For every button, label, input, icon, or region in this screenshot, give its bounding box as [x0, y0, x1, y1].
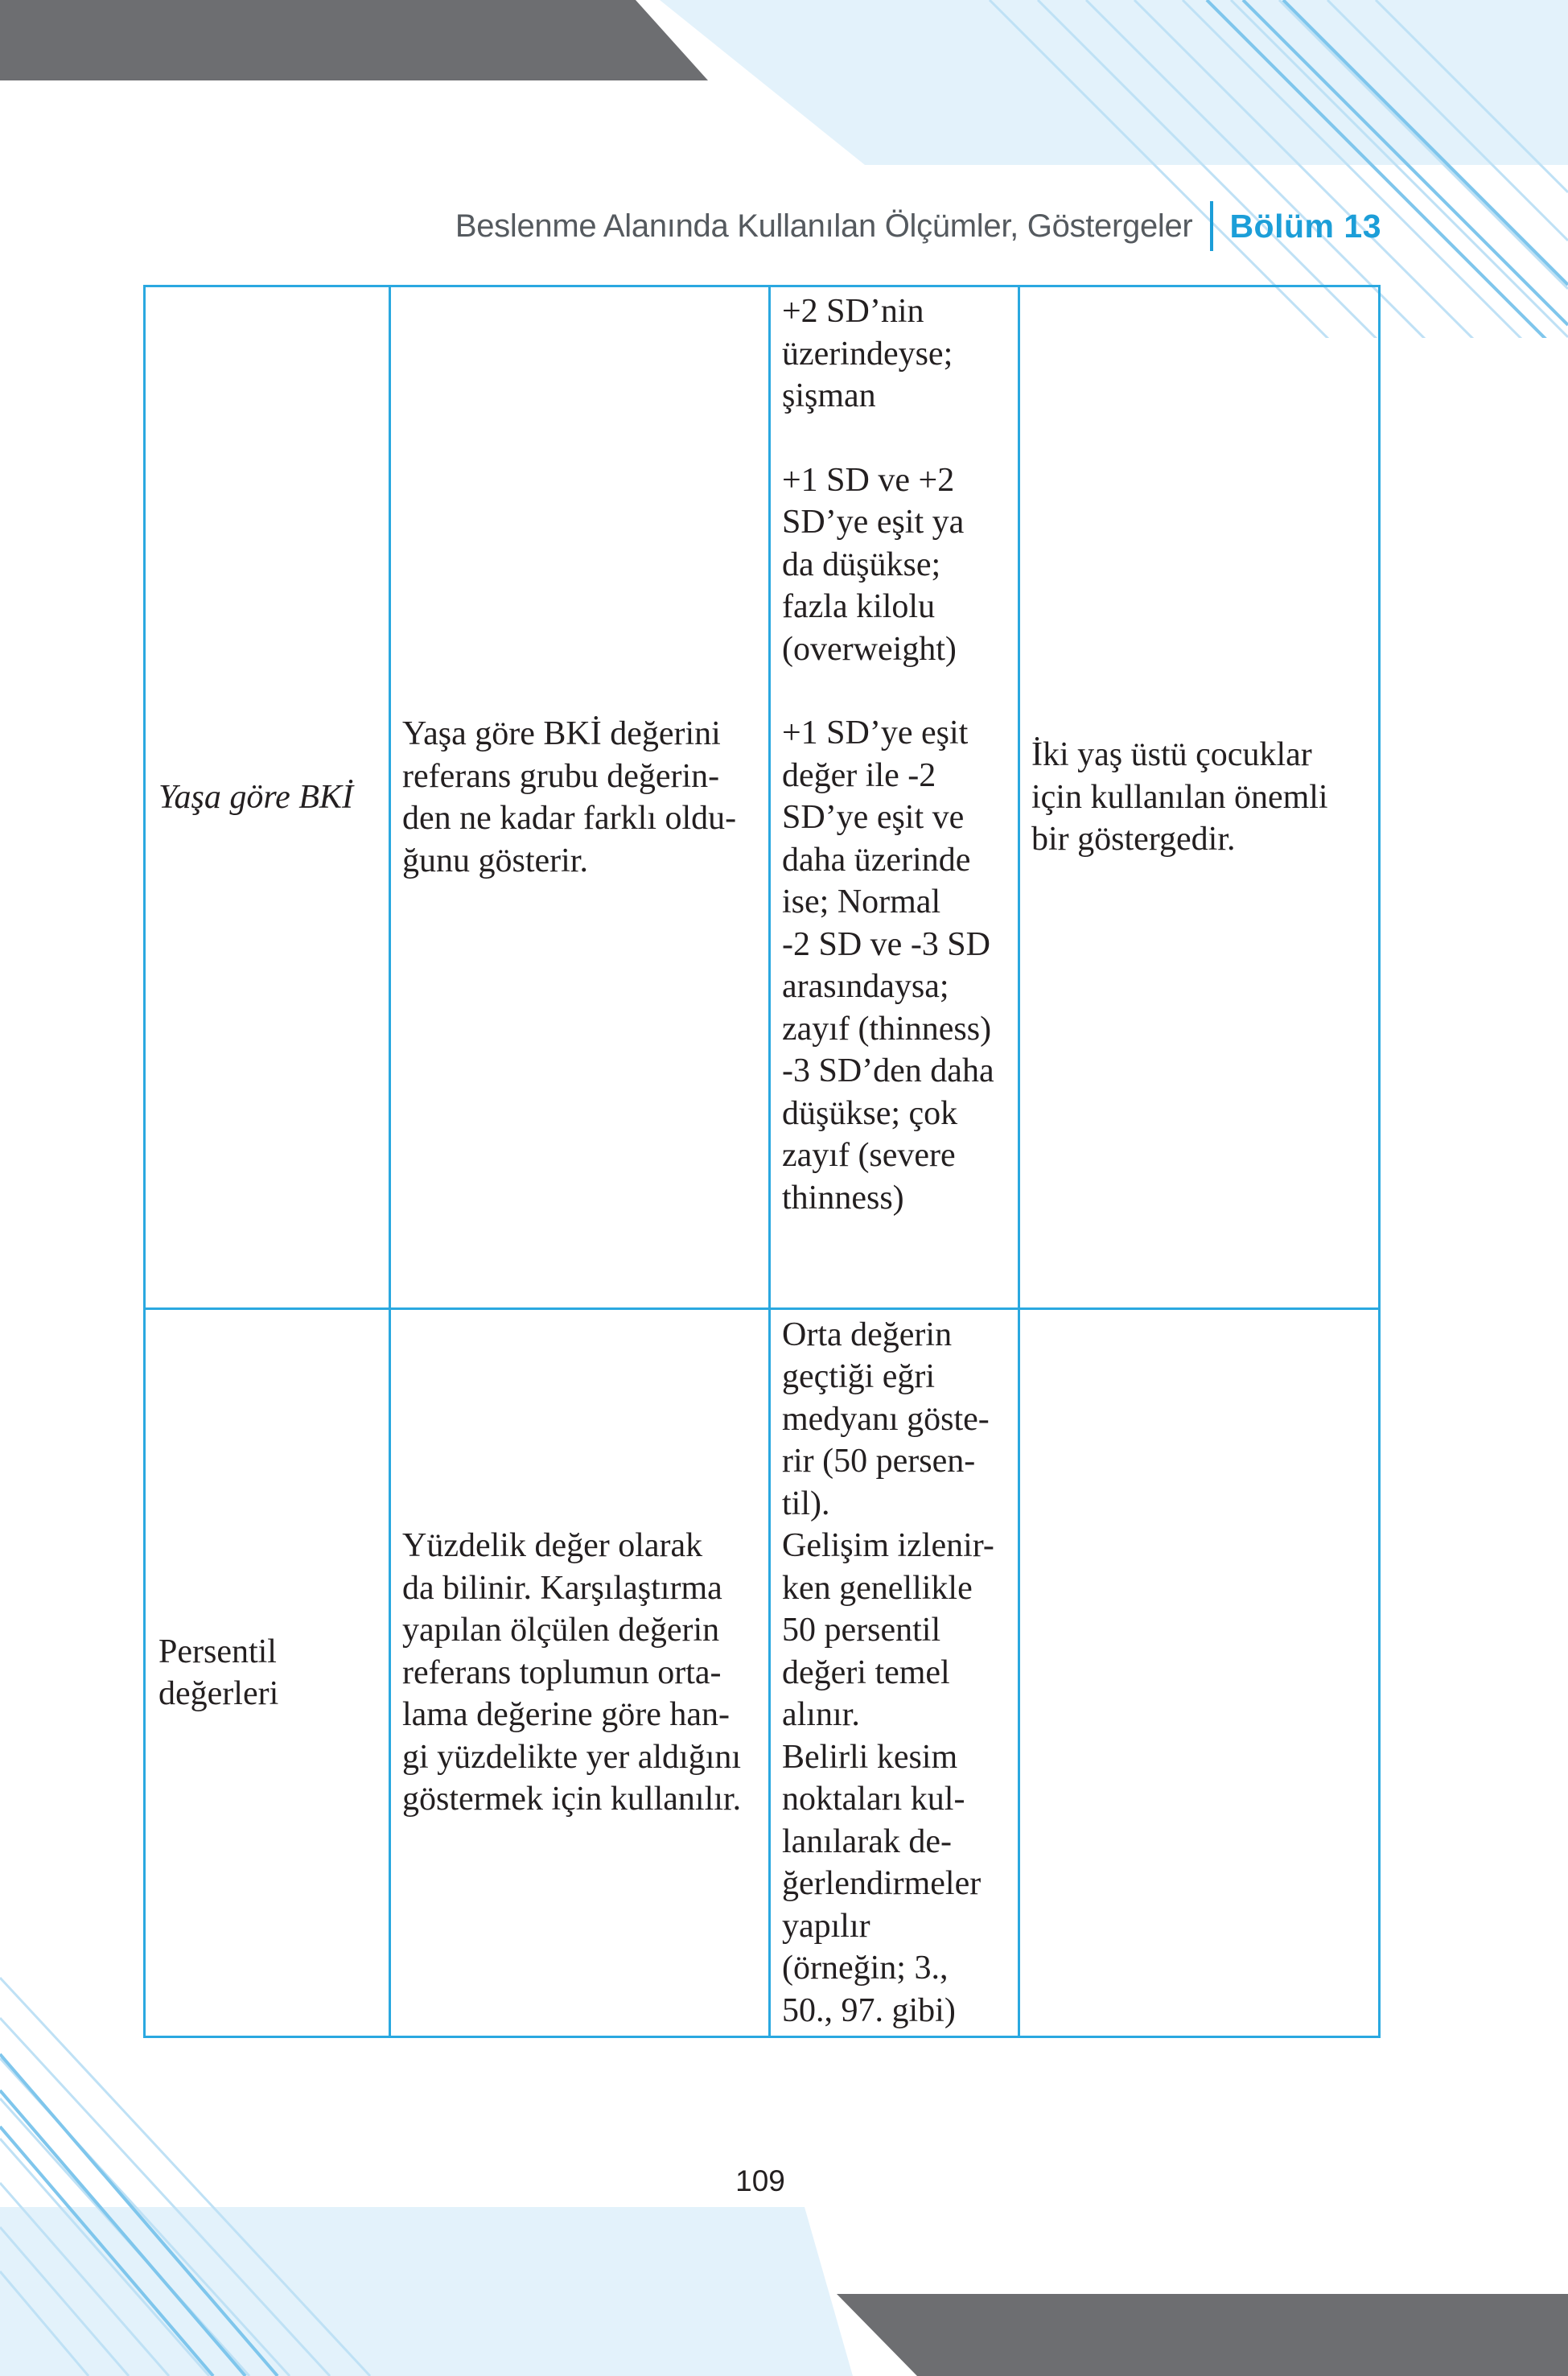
description-text: Yüzdelik değer olarak da bilinir. Karşılaştırma yapılan ölçülen değerin referans toplumun orta- lama değerine göre han- gi yüzdelikte yer aldığını göstermek için kullanılır. [402, 1527, 742, 1818]
table-row [145, 286, 1380, 1309]
chapter-label: Bölüm 13 [1229, 207, 1381, 245]
criteria-cell [770, 1309, 1019, 2037]
note-cell [1019, 286, 1380, 1309]
note-cell [1019, 1309, 1380, 2037]
row-label: Yaşa göre BKİ [158, 778, 353, 816]
note-text: İki yaş üstü çocuklar için kullanılan önemli bir göstergedir. [1031, 736, 1328, 859]
description-text: Yaşa göre BKİ değerini referans grubu değerin- den ne kadar farklı oldu- ğunu gösterir. [402, 715, 737, 879]
row-label-cell [145, 1309, 390, 2037]
description-cell [390, 286, 770, 1309]
description-cell [390, 1309, 770, 2037]
page-number: 109 [735, 2164, 785, 2197]
running-header [455, 201, 1381, 251]
header-separator [1210, 201, 1213, 251]
measurement-table [143, 285, 1381, 2038]
criteria-text: Orta değerin geçtiği eğri medyanı göste- rir (50 persen- til). Gelişim izlenir- ken genellikle 50 persentil değeri temel alınır. Belirli kesim noktaları kul- lanılarak de- ğerlendirmeler yapılır (örneğin; 3., 50., 97. gibi) [782, 1316, 994, 2029]
criteria-cell [770, 286, 1019, 1309]
row-label-cell [145, 286, 390, 1309]
table-row [145, 1309, 1380, 2037]
header-title: Beslenme Alanında Kullanılan Ölçümler, Göstergeler [455, 208, 1193, 244]
criteria-text: +2 SD’nin üzerindeyse; şişman +1 SD ve +2 SD’ye eşit ya da düşükse; fazla kilolu (overweight) +1 SD’ye eşit değer ile -2 SD’ye eşit ve daha üzerinde ise; Normal -2 SD ve -3 SD arasındaysa; zayıf (thinness) -3 SD’den daha düşükse; çok zayıf (severe thinness) [782, 293, 994, 1217]
row-label: Persentil değerleri [158, 1633, 279, 1712]
